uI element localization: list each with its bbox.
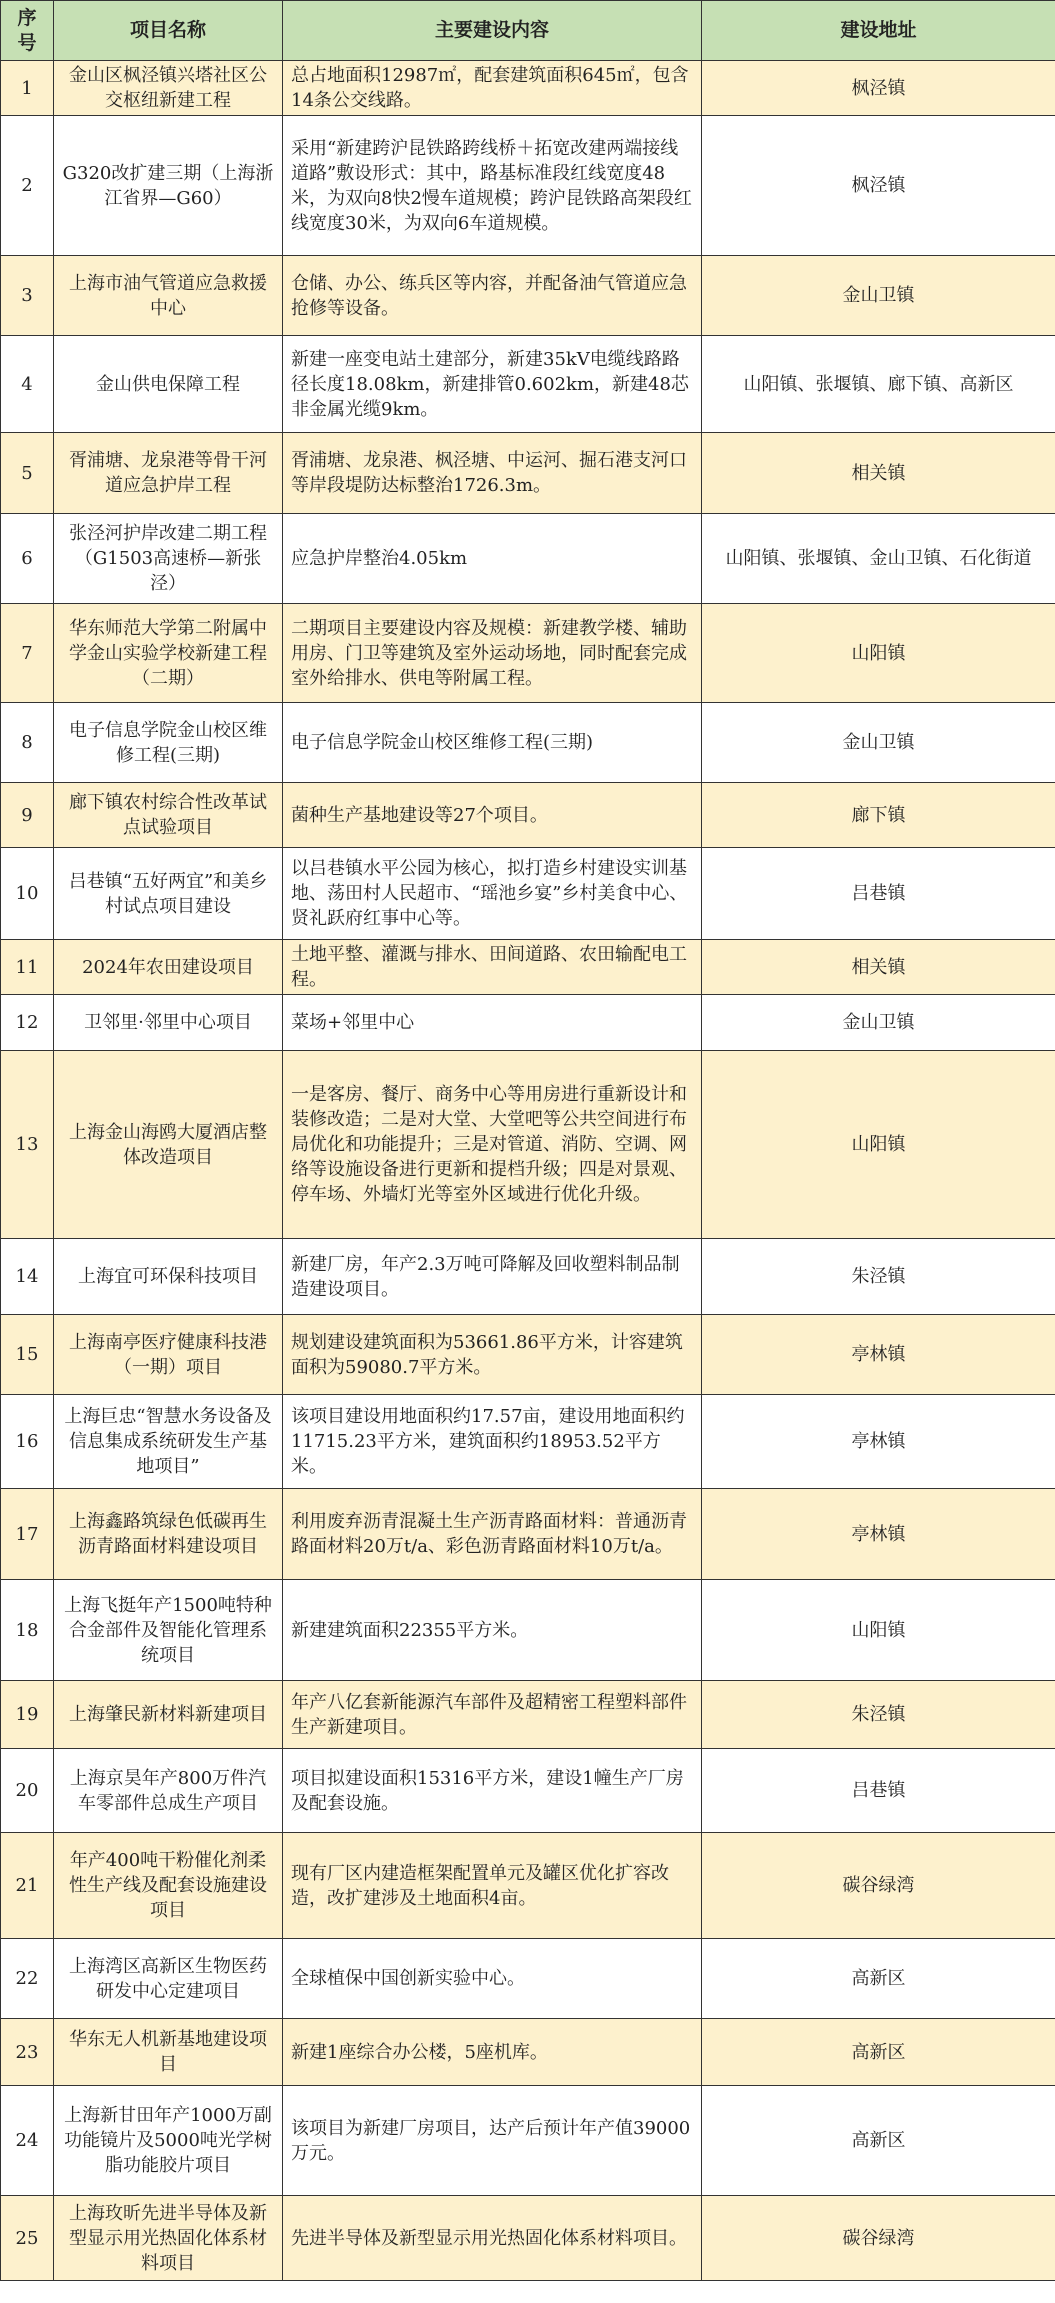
table-row xyxy=(1,1051,1055,1239)
project-content: 规划建设建筑面积为53661.86平方米，计容建筑面积为59080.7平方米。 xyxy=(283,1315,702,1395)
project-name: 金山供电保障工程 xyxy=(54,336,283,433)
row-number: 1 xyxy=(1,61,54,116)
row-number: 10 xyxy=(1,848,54,940)
row-number: 15 xyxy=(1,1315,54,1395)
project-content: 应急护岸整治4.05km xyxy=(283,514,702,604)
row-number: 16 xyxy=(1,1395,54,1489)
table-row xyxy=(1,2019,1055,2086)
project-location: 廊下镇 xyxy=(702,783,1055,848)
project-location: 山阳镇 xyxy=(702,604,1055,703)
project-content: 一是客房、餐厅、商务中心等用房进行重新设计和装修改造；二是对大堂、大堂吧等公共空间进行布局优化和功能提升；三是对管道、消防、空调、网络等设施设备进行更新和提档升级；四是对景观、停车场、外墙灯光等室外区域进行优化升级。 xyxy=(283,1051,702,1239)
table-row xyxy=(1,2196,1055,2281)
row-number: 6 xyxy=(1,514,54,604)
project-name: 张泾河护岸改建二期工程（G1503高速桥—新张泾） xyxy=(54,514,283,604)
project-location: 金山卫镇 xyxy=(702,703,1055,783)
table-row xyxy=(1,995,1055,1051)
project-name: 吕巷镇“五好两宜”和美乡村试点项目建设 xyxy=(54,848,283,940)
project-name: G320改扩建三期（上海浙江省界—G60） xyxy=(54,116,283,256)
project-location: 朱泾镇 xyxy=(702,1239,1055,1315)
table-row xyxy=(1,1315,1055,1395)
project-location: 山阳镇 xyxy=(702,1580,1055,1681)
table-row xyxy=(1,336,1055,433)
project-location: 吕巷镇 xyxy=(702,848,1055,940)
row-number: 21 xyxy=(1,1833,54,1939)
row-number: 23 xyxy=(1,2019,54,2086)
project-name: 上海鑫路筑绿色低碳再生沥青路面材料建设项目 xyxy=(54,1489,283,1580)
table-row xyxy=(1,1395,1055,1489)
table-row xyxy=(1,1681,1055,1749)
row-number: 11 xyxy=(1,940,54,995)
project-location: 枫泾镇 xyxy=(702,61,1055,116)
project-content: 以吕巷镇水平公园为核心，拟打造乡村建设实训基地、荡田村人民超市、“瑶池乡宴”乡村美食中心、贤礼跃府红事中心等。 xyxy=(283,848,702,940)
row-number: 14 xyxy=(1,1239,54,1315)
table-row xyxy=(1,2086,1055,2196)
row-number: 17 xyxy=(1,1489,54,1580)
project-name: 上海湾区高新区生物医药研发中心定建项目 xyxy=(54,1939,283,2019)
table-row xyxy=(1,1580,1055,1681)
row-number: 2 xyxy=(1,116,54,256)
row-number: 4 xyxy=(1,336,54,433)
project-location: 山阳镇、张堰镇、金山卫镇、石化街道 xyxy=(702,514,1055,604)
project-content: 新建建筑面积22355平方米。 xyxy=(283,1580,702,1681)
project-name: 上海京昊年产800万件汽车零部件总成生产项目 xyxy=(54,1749,283,1833)
project-name: 廊下镇农村综合性改革试点试验项目 xyxy=(54,783,283,848)
row-number: 18 xyxy=(1,1580,54,1681)
project-content: 菌种生产基地建设等27个项目。 xyxy=(283,783,702,848)
table-row xyxy=(1,703,1055,783)
project-name: 卫邻里·邻里中心项目 xyxy=(54,995,283,1051)
row-number: 20 xyxy=(1,1749,54,1833)
project-name: 年产400吨干粉催化剂柔性生产线及配套设施建设项目 xyxy=(54,1833,283,1939)
project-content: 土地平整、灌溉与排水、田间道路、农田输配电工程。 xyxy=(283,940,702,995)
row-number: 9 xyxy=(1,783,54,848)
project-location: 亭林镇 xyxy=(702,1395,1055,1489)
table-row xyxy=(1,604,1055,703)
table-row xyxy=(1,116,1055,256)
table-row xyxy=(1,433,1055,514)
project-location: 碳谷绿湾 xyxy=(702,2196,1055,2281)
row-number: 8 xyxy=(1,703,54,783)
row-number: 7 xyxy=(1,604,54,703)
project-content: 新建一座变电站土建部分，新建35kV电缆线路路径长度18.08km，新建排管0.602km，新建48芯非金属光缆9km。 xyxy=(283,336,702,433)
row-number: 22 xyxy=(1,1939,54,2019)
project-location: 枫泾镇 xyxy=(702,116,1055,256)
table-row xyxy=(1,1939,1055,2019)
project-content: 先进半导体及新型显示用光热固化体系材料项目。 xyxy=(283,2196,702,2281)
project-content: 年产八亿套新能源汽车部件及超精密工程塑料部件生产新建项目。 xyxy=(283,1681,702,1749)
project-content: 总占地面积12987㎡，配套建筑面积645㎡，包含14条公交线路。 xyxy=(283,61,702,116)
project-location: 金山卫镇 xyxy=(702,256,1055,336)
row-number: 5 xyxy=(1,433,54,514)
project-location: 亭林镇 xyxy=(702,1315,1055,1395)
project-content: 利用废弃沥青混凝土生产沥青路面材料：普通沥青路面材料20万t/a、彩色沥青路面材料10万t/a。 xyxy=(283,1489,702,1580)
project-content: 项目拟建设面积15316平方米，建设1幢生产厂房及配套设施。 xyxy=(283,1749,702,1833)
project-location: 相关镇 xyxy=(702,940,1055,995)
project-location: 山阳镇 xyxy=(702,1051,1055,1239)
table-row xyxy=(1,514,1055,604)
table-row xyxy=(1,1833,1055,1939)
table-row xyxy=(1,1489,1055,1580)
project-name: 2024年农田建设项目 xyxy=(54,940,283,995)
project-location: 高新区 xyxy=(702,2086,1055,2196)
project-content: 菜场+邻里中心 xyxy=(283,995,702,1051)
project-name: 电子信息学院金山校区维修工程(三期) xyxy=(54,703,283,783)
project-name: 上海市油气管道应急救援中心 xyxy=(54,256,283,336)
table-row xyxy=(1,1239,1055,1315)
row-number: 13 xyxy=(1,1051,54,1239)
table-header-row xyxy=(1,1,1055,61)
row-number: 24 xyxy=(1,2086,54,2196)
project-location: 高新区 xyxy=(702,2019,1055,2086)
row-number: 12 xyxy=(1,995,54,1051)
header-no: 序号 xyxy=(1,1,54,61)
project-content: 全球植保中国创新实验中心。 xyxy=(283,1939,702,2019)
table-row xyxy=(1,1749,1055,1833)
table-row xyxy=(1,940,1055,995)
project-location: 吕巷镇 xyxy=(702,1749,1055,1833)
project-name: 上海肇民新材料新建项目 xyxy=(54,1681,283,1749)
project-content: 该项目建设用地面积约17.57亩，建设用地面积约11715.23平方米，建筑面积约18953.52平方米。 xyxy=(283,1395,702,1489)
row-number: 25 xyxy=(1,2196,54,2281)
table-row xyxy=(1,848,1055,940)
project-name: 上海新甘田年产1000万副功能镜片及5000吨光学树脂功能胶片项目 xyxy=(54,2086,283,2196)
header-location: 建设地址 xyxy=(702,1,1055,61)
project-location: 高新区 xyxy=(702,1939,1055,2019)
project-content: 采用“新建跨沪昆铁路跨线桥＋拓宽改建两端接线道路”敷设形式：其中，路基标准段红线宽度48米，为双向8快2慢车道规模；跨沪昆铁路高架段红线宽度30米，为双向6车道规模。 xyxy=(283,116,702,256)
project-content: 该项目为新建厂房项目，达产后预计年产值39000万元。 xyxy=(283,2086,702,2196)
project-content: 二期项目主要建设内容及规模：新建教学楼、辅助用房、门卫等建筑及室外运动场地，同时配套完成室外给排水、供电等附属工程。 xyxy=(283,604,702,703)
project-name: 胥浦塘、龙泉港等骨干河道应急护岸工程 xyxy=(54,433,283,514)
row-number: 19 xyxy=(1,1681,54,1749)
project-name: 上海金山海鸥大厦酒店整体改造项目 xyxy=(54,1051,283,1239)
table-row xyxy=(1,783,1055,848)
project-name: 上海南亭医疗健康科技港（一期）项目 xyxy=(54,1315,283,1395)
project-name: 华东师范大学第二附属中学金山实验学校新建工程（二期） xyxy=(54,604,283,703)
project-content: 新建1座综合办公楼，5座机库。 xyxy=(283,2019,702,2086)
project-location: 亭林镇 xyxy=(702,1489,1055,1580)
project-name: 金山区枫泾镇兴塔社区公交枢纽新建工程 xyxy=(54,61,283,116)
header-content: 主要建设内容 xyxy=(283,1,702,61)
project-name: 上海玫昕先进半导体及新型显示用光热固化体系材料项目 xyxy=(54,2196,283,2281)
project-content: 现有厂区内建造框架配置单元及罐区优化扩容改造，改扩建涉及土地面积4亩。 xyxy=(283,1833,702,1939)
project-name: 上海巨忠“智慧水务设备及信息集成系统研发生产基地项目” xyxy=(54,1395,283,1489)
table-row xyxy=(1,256,1055,336)
project-content: 胥浦塘、龙泉港、枫泾塘、中运河、掘石港支河口等岸段堤防达标整治1726.3m。 xyxy=(283,433,702,514)
project-location: 金山卫镇 xyxy=(702,995,1055,1051)
header-name: 项目名称 xyxy=(54,1,283,61)
project-location: 相关镇 xyxy=(702,433,1055,514)
project-content: 电子信息学院金山校区维修工程(三期) xyxy=(283,703,702,783)
project-content: 新建厂房，年产2.3万吨可降解及回收塑料制品制造建设项目。 xyxy=(283,1239,702,1315)
project-location: 朱泾镇 xyxy=(702,1681,1055,1749)
project-location: 山阳镇、张堰镇、廊下镇、高新区 xyxy=(702,336,1055,433)
table-body xyxy=(1,61,1055,2281)
table-row xyxy=(1,61,1055,116)
project-name: 上海宜可环保科技项目 xyxy=(54,1239,283,1315)
project-name: 华东无人机新基地建设项目 xyxy=(54,2019,283,2086)
project-location: 碳谷绿湾 xyxy=(702,1833,1055,1939)
project-content: 仓储、办公、练兵区等内容，并配备油气管道应急抢修等设备。 xyxy=(283,256,702,336)
row-number: 3 xyxy=(1,256,54,336)
project-name: 上海飞挺年产1500吨特种合金部件及智能化管理系统项目 xyxy=(54,1580,283,1681)
